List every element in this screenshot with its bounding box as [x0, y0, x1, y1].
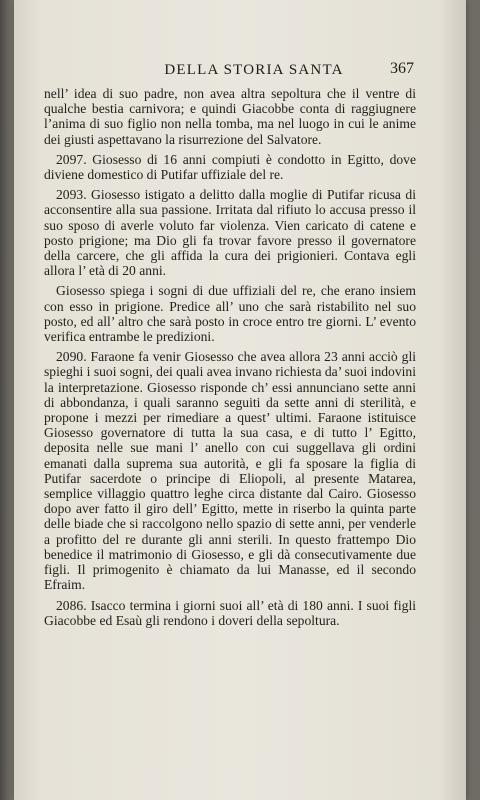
paragraph-dreams-of-officers: Giosesso spiega i sogni di due uffiziali del re, che erano insiem con esso in prigione. Predice all’ uno che sarà ristabilito nel suo posto, ed all’ altro che sarà posto in croce entro tre giorni. L’ evento verifica entrambe le predizioni. — [44, 283, 416, 345]
book-gutter — [0, 0, 14, 800]
paragraph-2090: 2090. Faraone fa venir Giosesso che avea allora 23 anni acciò gli spieghi i suoi sogni, dei quali avea invano richiesta da’ suoi indovini la interpretazione. Giosesso risponde ch’ essi annunciano sette anni di abbondanza, i quali saranno seguiti da sette anni di sterilità, e propone i mezzi per rimediare a quest’ ultimi. Faraone istituisce Giosesso governatore di tutta la sua casa, e di tutto l’ Egitto, deposita nelle sue mani l’ anello con cui suggellava gli ordini emanati dalla suprema sua autorità, e gli fa sposare la figlia di Putifar sacerdote o principe di Eliopoli, al presente Matarea, semplice villaggio quattro leghe circa distante dal Cairo. Giosesso dopo aver fatto il giro dell’ Egitto, mette in riserbo la quinta parte delle biade che si raccolgono nello spazio di sette anni, per venderle a profitto del re durante gli anni sterili. In questo frattempo Dio benedice il matrimonio di Giosesso, e gli dà consecutivamente due figli. Il primogenito è chiamato da lui Manasse, ed il secondo Efraim. — [44, 349, 416, 593]
paragraph-2086: 2086. Isacco termina i giorni suoi all’ età di 180 anni. I suoi figli Giacobbe ed Esaù gli rendono i doveri della sepoltura. — [44, 597, 416, 628]
paragraph-2097: 2097. Giosesso di 16 anni compiuti è condotto in Egitto, dove diviene domestico di Putifar uffiziale del re. — [44, 151, 416, 183]
running-head-title: DELLA STORIA SANTA — [164, 62, 344, 78]
book-page — [14, 0, 466, 800]
page-number: 367 — [390, 60, 414, 77]
body-text — [44, 86, 416, 633]
paragraph-2093: 2093. Giosesso istigato a delitto dalla moglie di Putifar ricusa di acconsentire alla sua passione. Irritata dal rifiuto lo accusa presso il suo sposo di averle voluto far violenza. Vien caricato di catene e posto prigione; ma Dio gli fa trovar favore presso il governatore della carcere, che gli affida la cura dei prigionieri. Contava egli allora l’ età di 20 anni. — [44, 187, 416, 279]
paragraph-continuation: nell’ idea di suo padre, non avea altra sepoltura che il ventre di qualche bestia carnivora; e quindi Giacobbe conta di raggiugnere l’anima di suo figlio non nella tomba, ma nel luogo in cui le anime dei giusti aspettavano la risurrezione del Salvatore. — [44, 86, 416, 147]
